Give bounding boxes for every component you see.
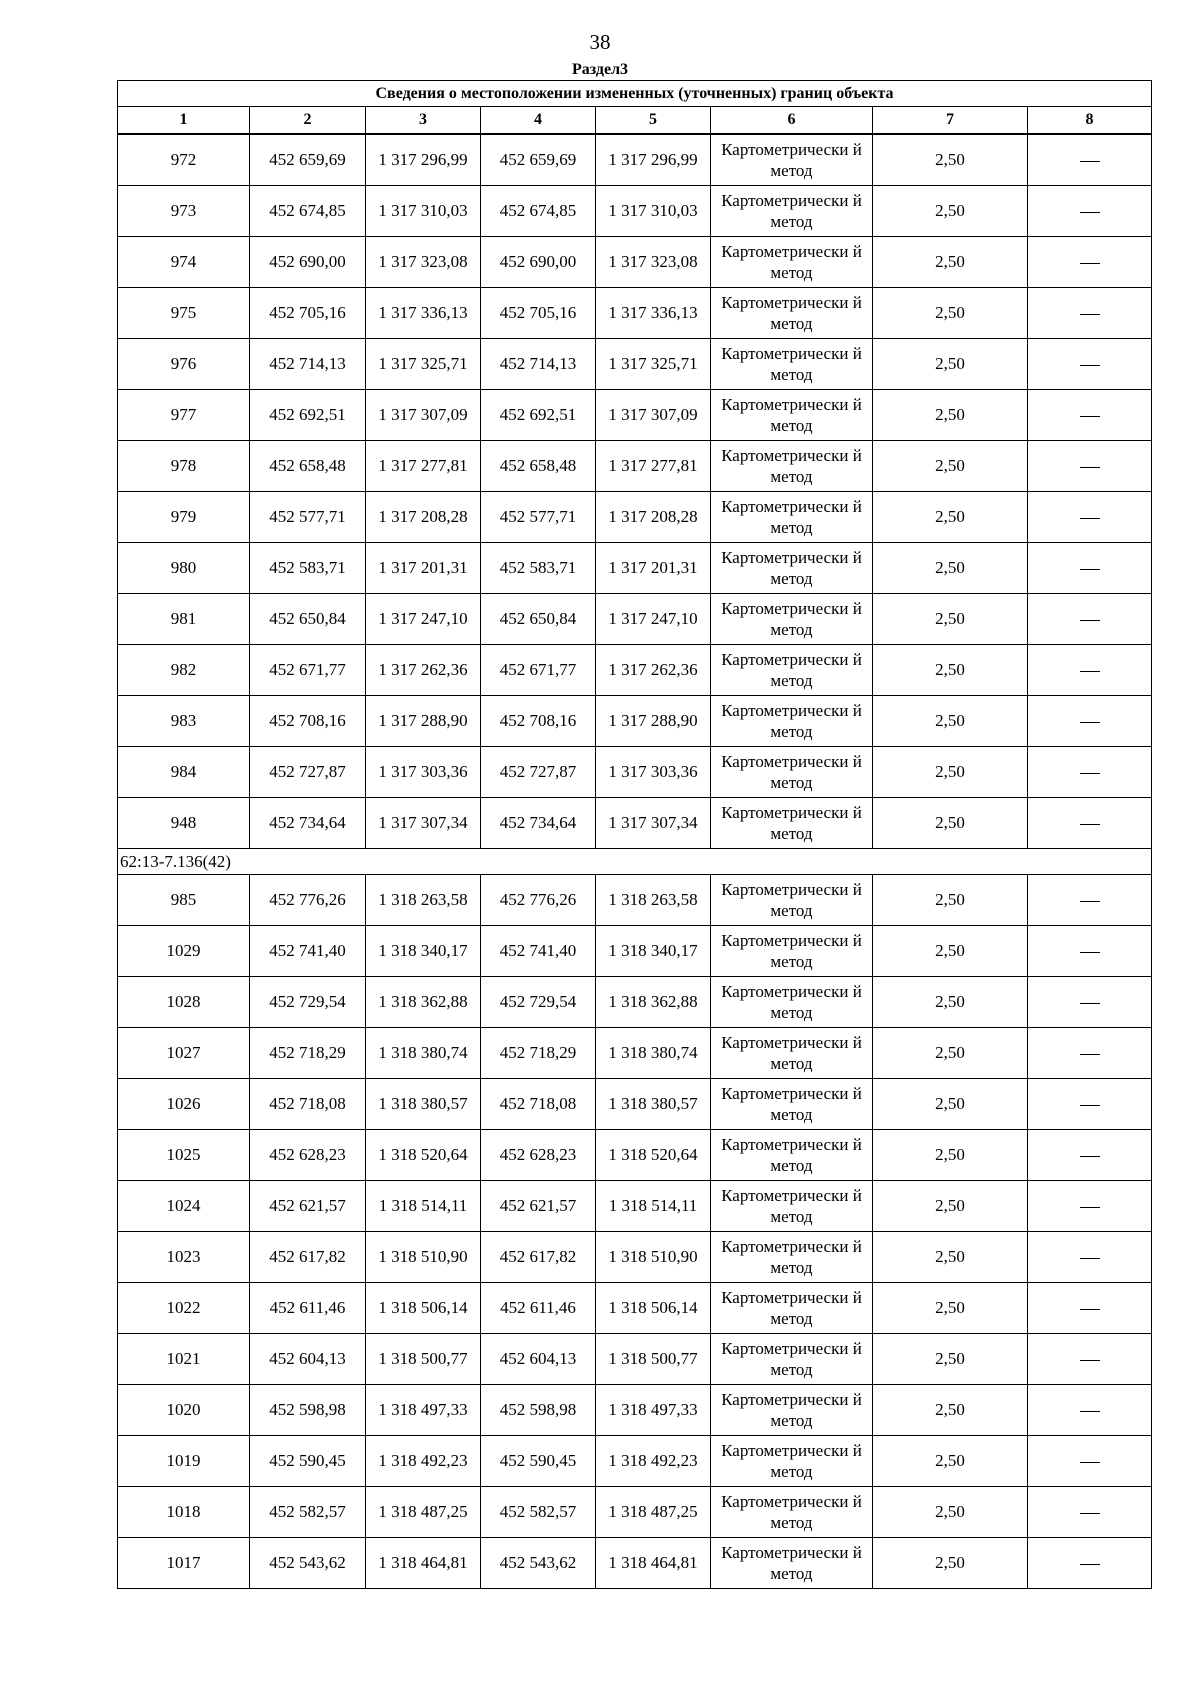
table-row bbox=[118, 339, 1152, 390]
cell-new-y: 1 318 510,90 bbox=[596, 1232, 711, 1283]
cell-point-number: 948 bbox=[118, 798, 250, 849]
cell-method: Картометрически й метод bbox=[711, 339, 873, 390]
page-number: 38 bbox=[589, 30, 611, 54]
cell-accuracy: 2,50 bbox=[873, 1385, 1028, 1436]
cell-old-y: 1 317 208,28 bbox=[366, 492, 481, 543]
cell-new-y: 1 317 262,36 bbox=[596, 645, 711, 696]
cell-old-x: 452 729,54 bbox=[250, 977, 366, 1028]
cell-description bbox=[1028, 1283, 1152, 1334]
cell-old-y: 1 318 520,64 bbox=[366, 1130, 481, 1181]
dash-mark bbox=[1080, 952, 1100, 953]
table-row bbox=[118, 696, 1152, 747]
cell-description bbox=[1028, 492, 1152, 543]
dash-mark bbox=[1080, 518, 1100, 519]
cell-old-y: 1 317 201,31 bbox=[366, 543, 481, 594]
cell-new-x: 452 776,26 bbox=[481, 875, 596, 926]
cell-old-x: 452 734,64 bbox=[250, 798, 366, 849]
cell-method: Картометрически й метод bbox=[711, 186, 873, 237]
cell-old-x: 452 617,82 bbox=[250, 1232, 366, 1283]
dash-mark bbox=[1080, 161, 1100, 162]
cell-old-y: 1 317 277,81 bbox=[366, 441, 481, 492]
cell-old-x: 452 650,84 bbox=[250, 594, 366, 645]
cell-old-y: 1 318 380,74 bbox=[366, 1028, 481, 1079]
dash-mark bbox=[1080, 620, 1100, 621]
cell-new-y: 1 317 303,36 bbox=[596, 747, 711, 798]
cell-old-y: 1 318 514,11 bbox=[366, 1181, 481, 1232]
dash-mark bbox=[1080, 1411, 1100, 1412]
cell-new-x: 452 718,29 bbox=[481, 1028, 596, 1079]
cell-description bbox=[1028, 1028, 1152, 1079]
group-row bbox=[118, 849, 1152, 875]
cell-old-x: 452 671,77 bbox=[250, 645, 366, 696]
cell-old-x: 452 582,57 bbox=[250, 1487, 366, 1538]
dash-mark bbox=[1080, 1105, 1100, 1106]
cell-description bbox=[1028, 1487, 1152, 1538]
dash-mark bbox=[1080, 1054, 1100, 1055]
cell-point-number: 1024 bbox=[118, 1181, 250, 1232]
cell-accuracy: 2,50 bbox=[873, 543, 1028, 594]
cell-point-number: 1019 bbox=[118, 1436, 250, 1487]
cell-old-y: 1 317 325,71 bbox=[366, 339, 481, 390]
cell-point-number: 983 bbox=[118, 696, 250, 747]
cell-new-y: 1 318 492,23 bbox=[596, 1436, 711, 1487]
cell-new-y: 1 318 362,88 bbox=[596, 977, 711, 1028]
cell-point-number: 977 bbox=[118, 390, 250, 441]
table-row bbox=[118, 1283, 1152, 1334]
cell-old-y: 1 318 263,58 bbox=[366, 875, 481, 926]
cell-old-x: 452 705,16 bbox=[250, 288, 366, 339]
cell-point-number: 1027 bbox=[118, 1028, 250, 1079]
cell-point-number: 976 bbox=[118, 339, 250, 390]
cell-new-x: 452 727,87 bbox=[481, 747, 596, 798]
cell-new-y: 1 317 307,09 bbox=[596, 390, 711, 441]
cell-new-x: 452 658,48 bbox=[481, 441, 596, 492]
dash-mark bbox=[1080, 1309, 1100, 1310]
cell-point-number: 972 bbox=[118, 134, 250, 186]
dash-mark bbox=[1080, 365, 1100, 366]
cell-old-x: 452 611,46 bbox=[250, 1283, 366, 1334]
dash-mark bbox=[1080, 467, 1100, 468]
table-row bbox=[118, 390, 1152, 441]
table-row bbox=[118, 798, 1152, 849]
dash-mark bbox=[1080, 1513, 1100, 1514]
cell-old-y: 1 318 510,90 bbox=[366, 1232, 481, 1283]
cell-description bbox=[1028, 134, 1152, 186]
cell-new-y: 1 318 500,77 bbox=[596, 1334, 711, 1385]
cell-method: Картометрически й метод bbox=[711, 1487, 873, 1538]
dash-mark bbox=[1080, 1207, 1100, 1208]
cell-old-y: 1 318 506,14 bbox=[366, 1283, 481, 1334]
cell-new-y: 1 318 506,14 bbox=[596, 1283, 711, 1334]
cell-accuracy: 2,50 bbox=[873, 1232, 1028, 1283]
table-row bbox=[118, 237, 1152, 288]
cell-point-number: 1021 bbox=[118, 1334, 250, 1385]
cell-new-y: 1 318 340,17 bbox=[596, 926, 711, 977]
cell-new-x: 452 583,71 bbox=[481, 543, 596, 594]
cell-old-y: 1 317 310,03 bbox=[366, 186, 481, 237]
table-row bbox=[118, 977, 1152, 1028]
cell-description bbox=[1028, 1079, 1152, 1130]
cell-point-number: 979 bbox=[118, 492, 250, 543]
cell-method: Картометрически й метод bbox=[711, 798, 873, 849]
cell-point-number: 984 bbox=[118, 747, 250, 798]
cell-old-x: 452 583,71 bbox=[250, 543, 366, 594]
cell-description bbox=[1028, 390, 1152, 441]
cell-point-number: 981 bbox=[118, 594, 250, 645]
cell-new-y: 1 318 487,25 bbox=[596, 1487, 711, 1538]
cell-old-y: 1 318 492,23 bbox=[366, 1436, 481, 1487]
cell-new-y: 1 317 277,81 bbox=[596, 441, 711, 492]
cell-description bbox=[1028, 237, 1152, 288]
dash-mark bbox=[1080, 824, 1100, 825]
dash-mark bbox=[1080, 722, 1100, 723]
cell-method: Картометрически й метод bbox=[711, 594, 873, 645]
cell-accuracy: 2,50 bbox=[873, 1028, 1028, 1079]
cell-accuracy: 2,50 bbox=[873, 288, 1028, 339]
cell-accuracy: 2,50 bbox=[873, 1334, 1028, 1385]
boundary-coordinates-table bbox=[117, 80, 1152, 1589]
dash-mark bbox=[1080, 671, 1100, 672]
cell-method: Картометрически й метод bbox=[711, 492, 873, 543]
cell-new-y: 1 318 520,64 bbox=[596, 1130, 711, 1181]
cell-new-y: 1 318 380,57 bbox=[596, 1079, 711, 1130]
cell-new-y: 1 318 263,58 bbox=[596, 875, 711, 926]
dash-mark bbox=[1080, 773, 1100, 774]
cell-description bbox=[1028, 645, 1152, 696]
cell-accuracy: 2,50 bbox=[873, 977, 1028, 1028]
cell-new-x: 452 650,84 bbox=[481, 594, 596, 645]
cell-new-x: 452 692,51 bbox=[481, 390, 596, 441]
cell-new-y: 1 317 325,71 bbox=[596, 339, 711, 390]
cell-method: Картометрически й метод bbox=[711, 1079, 873, 1130]
cell-point-number: 1026 bbox=[118, 1079, 250, 1130]
cell-method: Картометрически й метод bbox=[711, 441, 873, 492]
cell-new-x: 452 690,00 bbox=[481, 237, 596, 288]
cell-accuracy: 2,50 bbox=[873, 492, 1028, 543]
cell-accuracy: 2,50 bbox=[873, 237, 1028, 288]
cell-old-y: 1 317 296,99 bbox=[366, 134, 481, 186]
cell-new-x: 452 543,62 bbox=[481, 1538, 596, 1589]
column-number-2: 2 bbox=[250, 107, 366, 135]
cell-accuracy: 2,50 bbox=[873, 798, 1028, 849]
table-row bbox=[118, 1385, 1152, 1436]
cell-method: Картометрически й метод bbox=[711, 1385, 873, 1436]
cell-new-x: 452 729,54 bbox=[481, 977, 596, 1028]
cell-new-x: 452 604,13 bbox=[481, 1334, 596, 1385]
cell-point-number: 1025 bbox=[118, 1130, 250, 1181]
cell-point-number: 1028 bbox=[118, 977, 250, 1028]
cell-point-number: 980 bbox=[118, 543, 250, 594]
cell-old-x: 452 621,57 bbox=[250, 1181, 366, 1232]
cell-point-number: 1017 bbox=[118, 1538, 250, 1589]
dash-mark bbox=[1080, 1462, 1100, 1463]
cell-description bbox=[1028, 594, 1152, 645]
cell-old-y: 1 318 340,17 bbox=[366, 926, 481, 977]
cell-new-x: 452 628,23 bbox=[481, 1130, 596, 1181]
table-row bbox=[118, 1334, 1152, 1385]
cell-accuracy: 2,50 bbox=[873, 1436, 1028, 1487]
cell-method: Картометрически й метод bbox=[711, 1028, 873, 1079]
cell-new-y: 1 318 464,81 bbox=[596, 1538, 711, 1589]
cell-new-x: 452 741,40 bbox=[481, 926, 596, 977]
cell-new-x: 452 734,64 bbox=[481, 798, 596, 849]
table-row bbox=[118, 134, 1152, 186]
cell-accuracy: 2,50 bbox=[873, 390, 1028, 441]
cell-method: Картометрически й метод bbox=[711, 1334, 873, 1385]
cell-description bbox=[1028, 1181, 1152, 1232]
cell-old-x: 452 577,71 bbox=[250, 492, 366, 543]
cell-method: Картометрически й метод bbox=[711, 645, 873, 696]
cell-method: Картометрически й метод bbox=[711, 134, 873, 186]
cell-description bbox=[1028, 441, 1152, 492]
dash-mark bbox=[1080, 416, 1100, 417]
cell-description bbox=[1028, 543, 1152, 594]
cell-new-x: 452 714,13 bbox=[481, 339, 596, 390]
column-number-8: 8 bbox=[1028, 107, 1152, 135]
cell-method: Картометрически й метод bbox=[711, 390, 873, 441]
dash-mark bbox=[1080, 1360, 1100, 1361]
cell-accuracy: 2,50 bbox=[873, 1487, 1028, 1538]
table-row bbox=[118, 1181, 1152, 1232]
cell-accuracy: 2,50 bbox=[873, 1079, 1028, 1130]
cell-old-y: 1 318 380,57 bbox=[366, 1079, 481, 1130]
cell-old-x: 452 714,13 bbox=[250, 339, 366, 390]
cell-point-number: 974 bbox=[118, 237, 250, 288]
cell-new-y: 1 318 497,33 bbox=[596, 1385, 711, 1436]
table-caption: Сведения о местоположении измененных (уточненных) границ объекта bbox=[118, 81, 1152, 107]
cell-method: Картометрически й метод bbox=[711, 747, 873, 798]
cell-accuracy: 2,50 bbox=[873, 186, 1028, 237]
table-row bbox=[118, 1028, 1152, 1079]
cell-old-x: 452 590,45 bbox=[250, 1436, 366, 1487]
table-row bbox=[118, 926, 1152, 977]
cell-new-x: 452 659,69 bbox=[481, 134, 596, 186]
cell-old-x: 452 741,40 bbox=[250, 926, 366, 977]
table-row bbox=[118, 1130, 1152, 1181]
cell-accuracy: 2,50 bbox=[873, 134, 1028, 186]
dash-mark bbox=[1080, 1003, 1100, 1004]
dash-mark bbox=[1080, 212, 1100, 213]
dash-mark bbox=[1080, 901, 1100, 902]
cell-new-x: 452 598,98 bbox=[481, 1385, 596, 1436]
dash-mark bbox=[1080, 263, 1100, 264]
cell-old-x: 452 690,00 bbox=[250, 237, 366, 288]
cell-method: Картометрически й метод bbox=[711, 1538, 873, 1589]
cell-new-y: 1 317 310,03 bbox=[596, 186, 711, 237]
cell-description bbox=[1028, 1130, 1152, 1181]
cell-description bbox=[1028, 1385, 1152, 1436]
cell-description bbox=[1028, 926, 1152, 977]
column-number-5: 5 bbox=[596, 107, 711, 135]
column-number-4: 4 bbox=[481, 107, 596, 135]
dash-mark bbox=[1080, 1156, 1100, 1157]
cell-description bbox=[1028, 875, 1152, 926]
cell-method: Картометрически й метод bbox=[711, 977, 873, 1028]
cell-new-x: 452 611,46 bbox=[481, 1283, 596, 1334]
cell-point-number: 1029 bbox=[118, 926, 250, 977]
cell-old-x: 452 543,62 bbox=[250, 1538, 366, 1589]
section-title: Раздел3 bbox=[571, 61, 629, 78]
cell-old-y: 1 318 497,33 bbox=[366, 1385, 481, 1436]
cell-new-y: 1 317 323,08 bbox=[596, 237, 711, 288]
cell-accuracy: 2,50 bbox=[873, 926, 1028, 977]
cell-new-y: 1 317 208,28 bbox=[596, 492, 711, 543]
cell-point-number: 1020 bbox=[118, 1385, 250, 1436]
cell-new-x: 452 718,08 bbox=[481, 1079, 596, 1130]
table-row bbox=[118, 441, 1152, 492]
table-row bbox=[118, 875, 1152, 926]
table-row bbox=[118, 492, 1152, 543]
cell-method: Картометрически й метод bbox=[711, 1181, 873, 1232]
cell-old-x: 452 659,69 bbox=[250, 134, 366, 186]
cell-method: Картометрически й метод bbox=[711, 543, 873, 594]
cell-accuracy: 2,50 bbox=[873, 1130, 1028, 1181]
cell-old-y: 1 317 262,36 bbox=[366, 645, 481, 696]
cell-point-number: 1022 bbox=[118, 1283, 250, 1334]
cell-method: Картометрически й метод bbox=[711, 237, 873, 288]
cell-accuracy: 2,50 bbox=[873, 1283, 1028, 1334]
cell-old-x: 452 776,26 bbox=[250, 875, 366, 926]
cell-method: Картометрически й метод bbox=[711, 1232, 873, 1283]
cell-new-x: 452 617,82 bbox=[481, 1232, 596, 1283]
cell-description bbox=[1028, 1436, 1152, 1487]
cell-point-number: 985 bbox=[118, 875, 250, 926]
cell-old-y: 1 317 323,08 bbox=[366, 237, 481, 288]
cell-point-number: 978 bbox=[118, 441, 250, 492]
cell-new-x: 452 621,57 bbox=[481, 1181, 596, 1232]
cell-new-y: 1 317 201,31 bbox=[596, 543, 711, 594]
cell-method: Картометрически й метод bbox=[711, 1130, 873, 1181]
cell-new-y: 1 317 296,99 bbox=[596, 134, 711, 186]
table-row bbox=[118, 1232, 1152, 1283]
table-row bbox=[118, 1538, 1152, 1589]
column-number-1: 1 bbox=[118, 107, 250, 135]
dash-mark bbox=[1080, 1564, 1100, 1565]
cell-point-number: 1023 bbox=[118, 1232, 250, 1283]
cell-new-x: 452 582,57 bbox=[481, 1487, 596, 1538]
cell-description bbox=[1028, 288, 1152, 339]
cell-old-x: 452 598,98 bbox=[250, 1385, 366, 1436]
column-number-3: 3 bbox=[366, 107, 481, 135]
cell-point-number: 975 bbox=[118, 288, 250, 339]
cell-method: Картометрически й метод bbox=[711, 696, 873, 747]
cell-accuracy: 2,50 bbox=[873, 1181, 1028, 1232]
cell-new-y: 1 317 247,10 bbox=[596, 594, 711, 645]
dash-mark bbox=[1080, 314, 1100, 315]
table-row bbox=[118, 645, 1152, 696]
cell-description bbox=[1028, 1334, 1152, 1385]
cell-new-y: 1 318 514,11 bbox=[596, 1181, 711, 1232]
cell-accuracy: 2,50 bbox=[873, 441, 1028, 492]
cell-new-y: 1 317 336,13 bbox=[596, 288, 711, 339]
cell-description bbox=[1028, 977, 1152, 1028]
cell-new-y: 1 317 288,90 bbox=[596, 696, 711, 747]
cell-point-number: 1018 bbox=[118, 1487, 250, 1538]
cell-new-x: 452 674,85 bbox=[481, 186, 596, 237]
table-row bbox=[118, 747, 1152, 798]
cell-old-y: 1 317 303,36 bbox=[366, 747, 481, 798]
cell-description bbox=[1028, 186, 1152, 237]
cell-description bbox=[1028, 696, 1152, 747]
cell-method: Картометрически й метод bbox=[711, 288, 873, 339]
cell-new-y: 1 317 307,34 bbox=[596, 798, 711, 849]
cell-point-number: 973 bbox=[118, 186, 250, 237]
column-number-6: 6 bbox=[711, 107, 873, 135]
cell-new-y: 1 318 380,74 bbox=[596, 1028, 711, 1079]
cell-description bbox=[1028, 1232, 1152, 1283]
cell-method: Картометрически й метод bbox=[711, 1436, 873, 1487]
cell-old-x: 452 658,48 bbox=[250, 441, 366, 492]
cell-old-y: 1 317 336,13 bbox=[366, 288, 481, 339]
cell-method: Картометрически й метод bbox=[711, 875, 873, 926]
cell-old-x: 452 604,13 bbox=[250, 1334, 366, 1385]
cell-old-y: 1 317 288,90 bbox=[366, 696, 481, 747]
group-label: 62:13-7.136(42) bbox=[118, 849, 1152, 875]
cell-description bbox=[1028, 339, 1152, 390]
cell-new-x: 452 590,45 bbox=[481, 1436, 596, 1487]
table-row bbox=[118, 186, 1152, 237]
cell-accuracy: 2,50 bbox=[873, 645, 1028, 696]
cell-old-y: 1 317 247,10 bbox=[366, 594, 481, 645]
cell-description bbox=[1028, 798, 1152, 849]
dash-mark bbox=[1080, 1258, 1100, 1259]
cell-old-x: 452 674,85 bbox=[250, 186, 366, 237]
table-row bbox=[118, 1487, 1152, 1538]
table-row bbox=[118, 543, 1152, 594]
cell-old-y: 1 318 362,88 bbox=[366, 977, 481, 1028]
cell-old-y: 1 318 487,25 bbox=[366, 1487, 481, 1538]
cell-accuracy: 2,50 bbox=[873, 875, 1028, 926]
cell-point-number: 982 bbox=[118, 645, 250, 696]
cell-old-y: 1 318 464,81 bbox=[366, 1538, 481, 1589]
cell-old-y: 1 318 500,77 bbox=[366, 1334, 481, 1385]
cell-accuracy: 2,50 bbox=[873, 696, 1028, 747]
table-row bbox=[118, 594, 1152, 645]
cell-old-x: 452 727,87 bbox=[250, 747, 366, 798]
cell-old-x: 452 718,08 bbox=[250, 1079, 366, 1130]
table-row bbox=[118, 1079, 1152, 1130]
dash-mark bbox=[1080, 569, 1100, 570]
column-number-row bbox=[118, 107, 1152, 135]
column-number-7: 7 bbox=[873, 107, 1028, 135]
cell-old-y: 1 317 307,09 bbox=[366, 390, 481, 441]
cell-old-x: 452 718,29 bbox=[250, 1028, 366, 1079]
table-row bbox=[118, 288, 1152, 339]
cell-accuracy: 2,50 bbox=[873, 1538, 1028, 1589]
cell-accuracy: 2,50 bbox=[873, 339, 1028, 390]
table-row bbox=[118, 1436, 1152, 1487]
cell-old-x: 452 628,23 bbox=[250, 1130, 366, 1181]
cell-old-y: 1 317 307,34 bbox=[366, 798, 481, 849]
cell-description bbox=[1028, 747, 1152, 798]
cell-new-x: 452 708,16 bbox=[481, 696, 596, 747]
cell-old-x: 452 708,16 bbox=[250, 696, 366, 747]
cell-accuracy: 2,50 bbox=[873, 747, 1028, 798]
cell-new-x: 452 705,16 bbox=[481, 288, 596, 339]
cell-description bbox=[1028, 1538, 1152, 1589]
cell-new-x: 452 671,77 bbox=[481, 645, 596, 696]
cell-new-x: 452 577,71 bbox=[481, 492, 596, 543]
cell-old-x: 452 692,51 bbox=[250, 390, 366, 441]
cell-method: Картометрически й метод bbox=[711, 926, 873, 977]
cell-accuracy: 2,50 bbox=[873, 594, 1028, 645]
cell-method: Картометрически й метод bbox=[711, 1283, 873, 1334]
